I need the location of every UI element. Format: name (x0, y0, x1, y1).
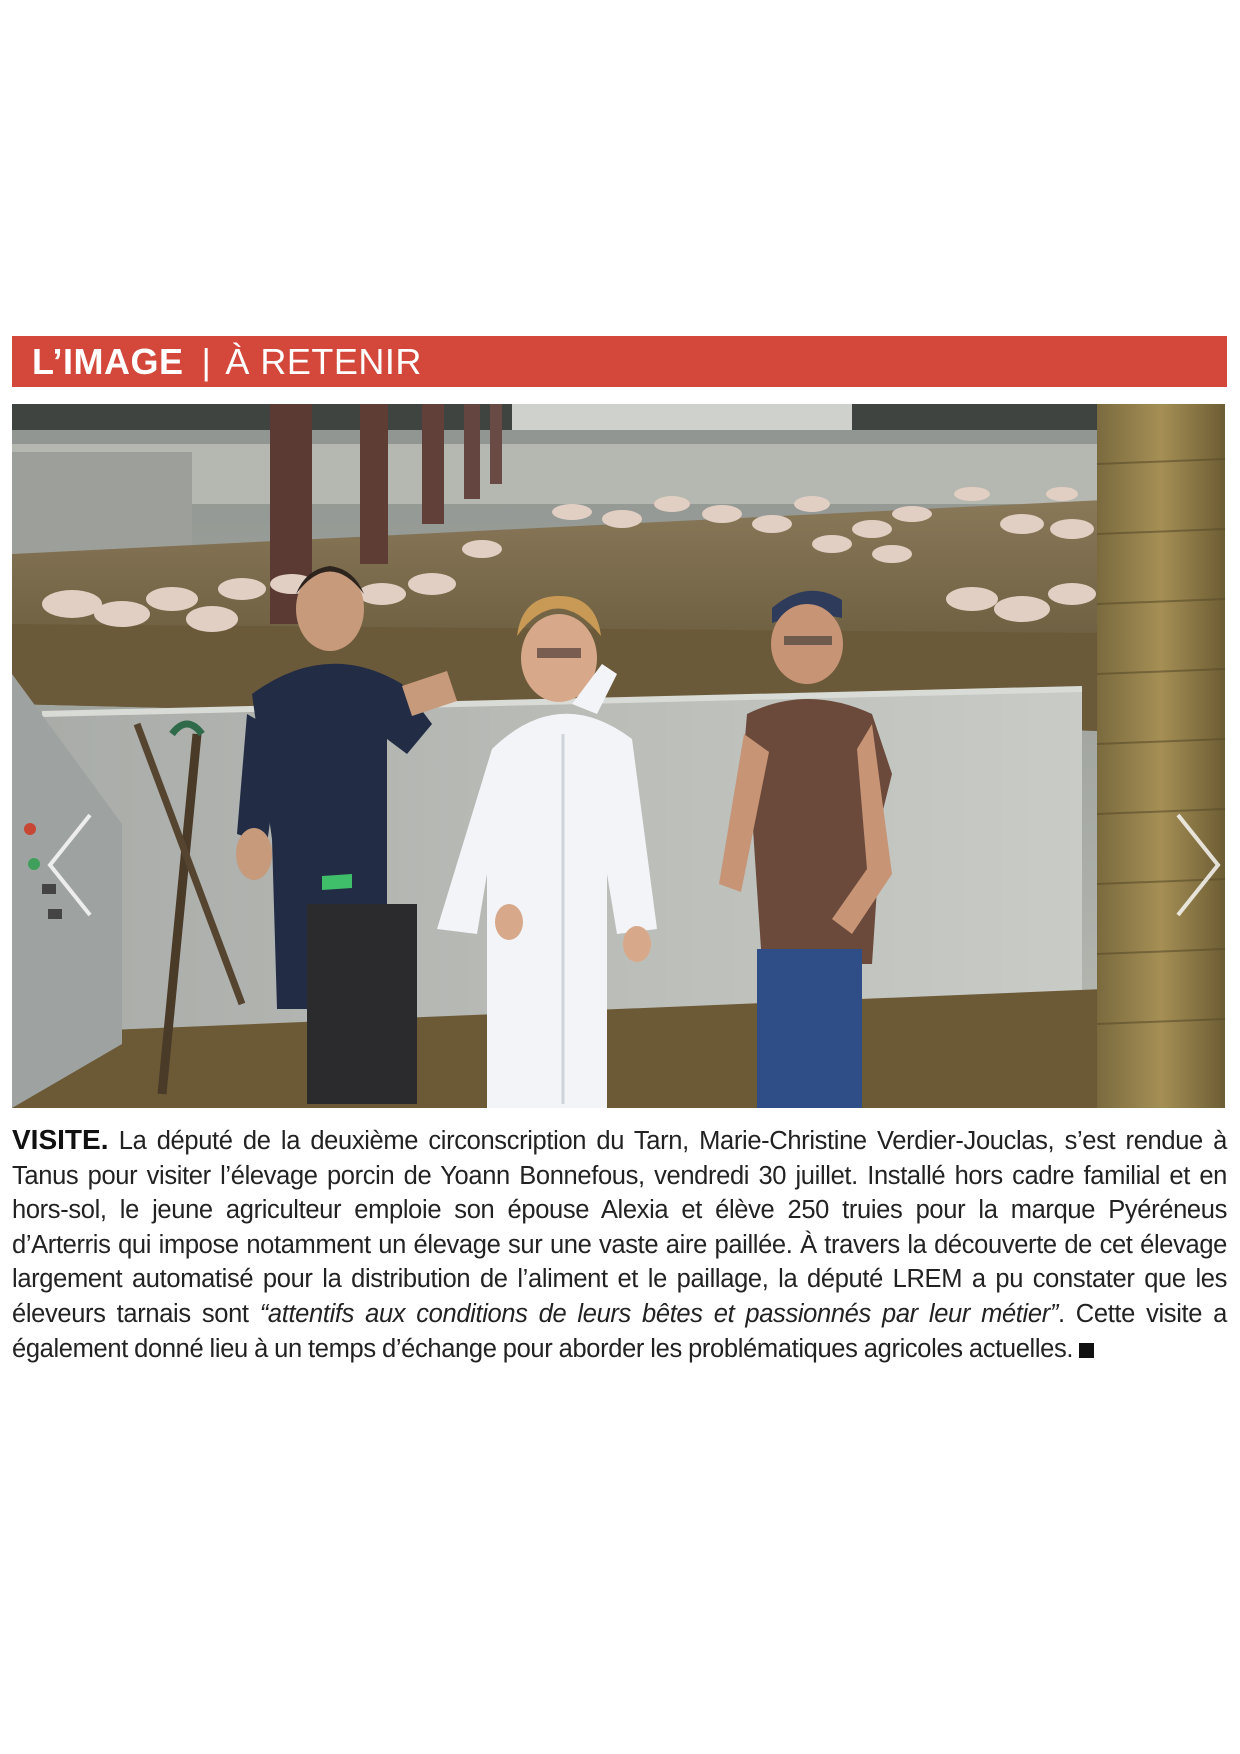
chevron-left-icon[interactable] (42, 810, 98, 920)
chevron-right-icon[interactable] (1170, 810, 1225, 920)
banner-subtitle: À RETENIR (225, 340, 422, 382)
banner-separator: | (201, 340, 212, 382)
end-of-article-square-icon (1079, 1343, 1094, 1358)
caption-text-part-1: La député de la deuxième circonscription du Tarn, Marie-Christine Verdier-Jouclas, s’est rendue à Tanus pour visiter l’élevage porcin de Yoann Bonnefous, vendredi 30 juillet. Installé hors cadre familial et en hors-sol, le jeune agriculteur emploie son épouse Alexia et élève 250 truies pour la marque Pyéréneus d’Arterris qui impose notamment un élevage sur une vaste aire paillée. À travers la découverte de cet élevage largement automatisé pour la distribution de l’aliment et le paillage, la député LREM a pu constater que les éleveurs tarnais sont (12, 1127, 1227, 1328)
photo-illustration (12, 404, 1225, 1108)
caption-text-part-2: . Cette visite a également donné lieu à un temps d’échange pour aborder les problématiques agricoles actuelles. (12, 1299, 1228, 1363)
section-banner (12, 336, 1227, 387)
article-caption (12, 1123, 1227, 1366)
caption-quote: “attentifs aux conditions de leurs bêtes et passionnés par leur métier” (259, 1299, 1058, 1328)
article-photo (12, 404, 1225, 1108)
caption-lead: VISITE. (12, 1124, 109, 1155)
banner-title: L’IMAGE (32, 340, 184, 382)
